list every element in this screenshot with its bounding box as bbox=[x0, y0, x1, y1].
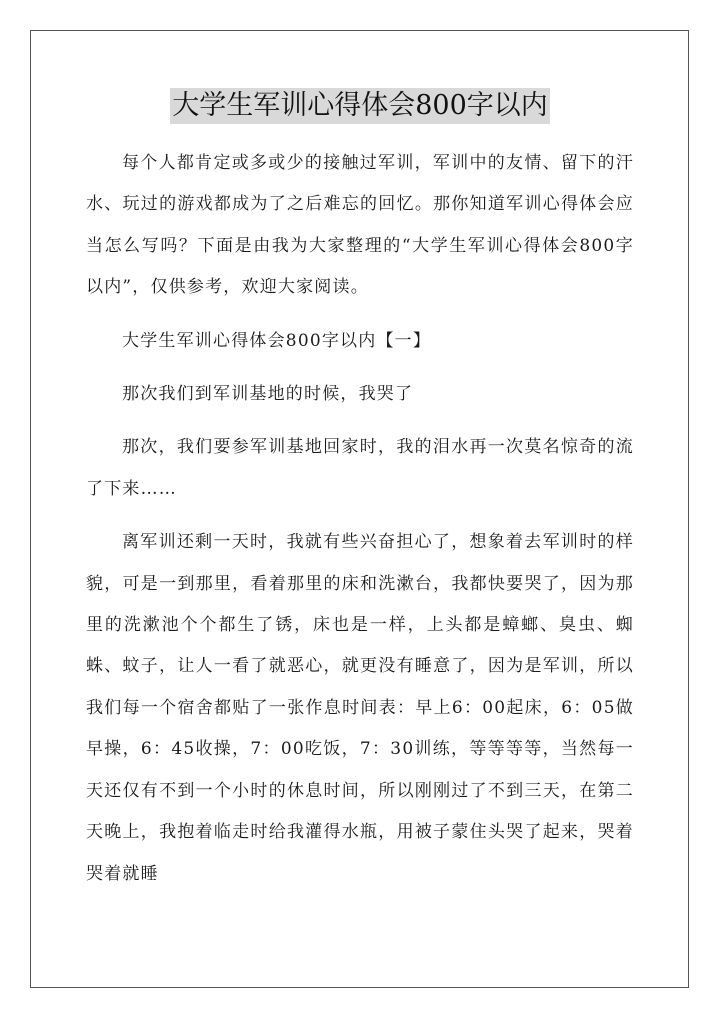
body-paragraph: 那次我们到军训基地的时候，我哭了 bbox=[122, 384, 414, 405]
document-body bbox=[86, 143, 634, 907]
body-paragraph: 离军训还剩一天时，我就有些兴奋担心了，想象着去军训时的样貌，可是一到那里，看着那里的床和洗漱台，我都快要哭了，因为那里的洗漱池个个都生了锈，床也是一样，上头都是蟑螂、臭虫、蜘蛛、蚊子，让人一看了就恶心，就更没有睡意了，因为是军训，所以我们每一个宿舍都贴了一张作息时间表：早上6：00起床，6：05做早操，6：45收操，7：00吃饭，7：30训练，等等等等，当然每一天还仅有不到一个小时的休息时间，所以刚刚过了不到三天，在第二天晚上，我抱着临走时给我灌得水瓶，用被子蒙住头哭了起来，哭着哭着就睡 bbox=[86, 532, 634, 884]
body-paragraph: 那次，我们要参军训基地回家时，我的泪水再一次莫名惊奇的流了下来…… bbox=[86, 437, 634, 499]
intro-paragraph: 每个人都肯定或多或少的接触过军训，军训中的友情、留下的汗水、玩过的游戏都成为了之后难忘的回忆。那你知道军训心得体会应当怎么写吗？下面是由我为大家整理的“大学生军训心得体会800字以内”，仅供参考，欢迎大家阅读。 bbox=[86, 153, 634, 298]
section-heading: 大学生军训心得体会800字以内【一】 bbox=[122, 330, 432, 351]
document-title: 大学生军训心得体会800字以内 bbox=[170, 88, 550, 124]
title-container bbox=[0, 88, 720, 124]
